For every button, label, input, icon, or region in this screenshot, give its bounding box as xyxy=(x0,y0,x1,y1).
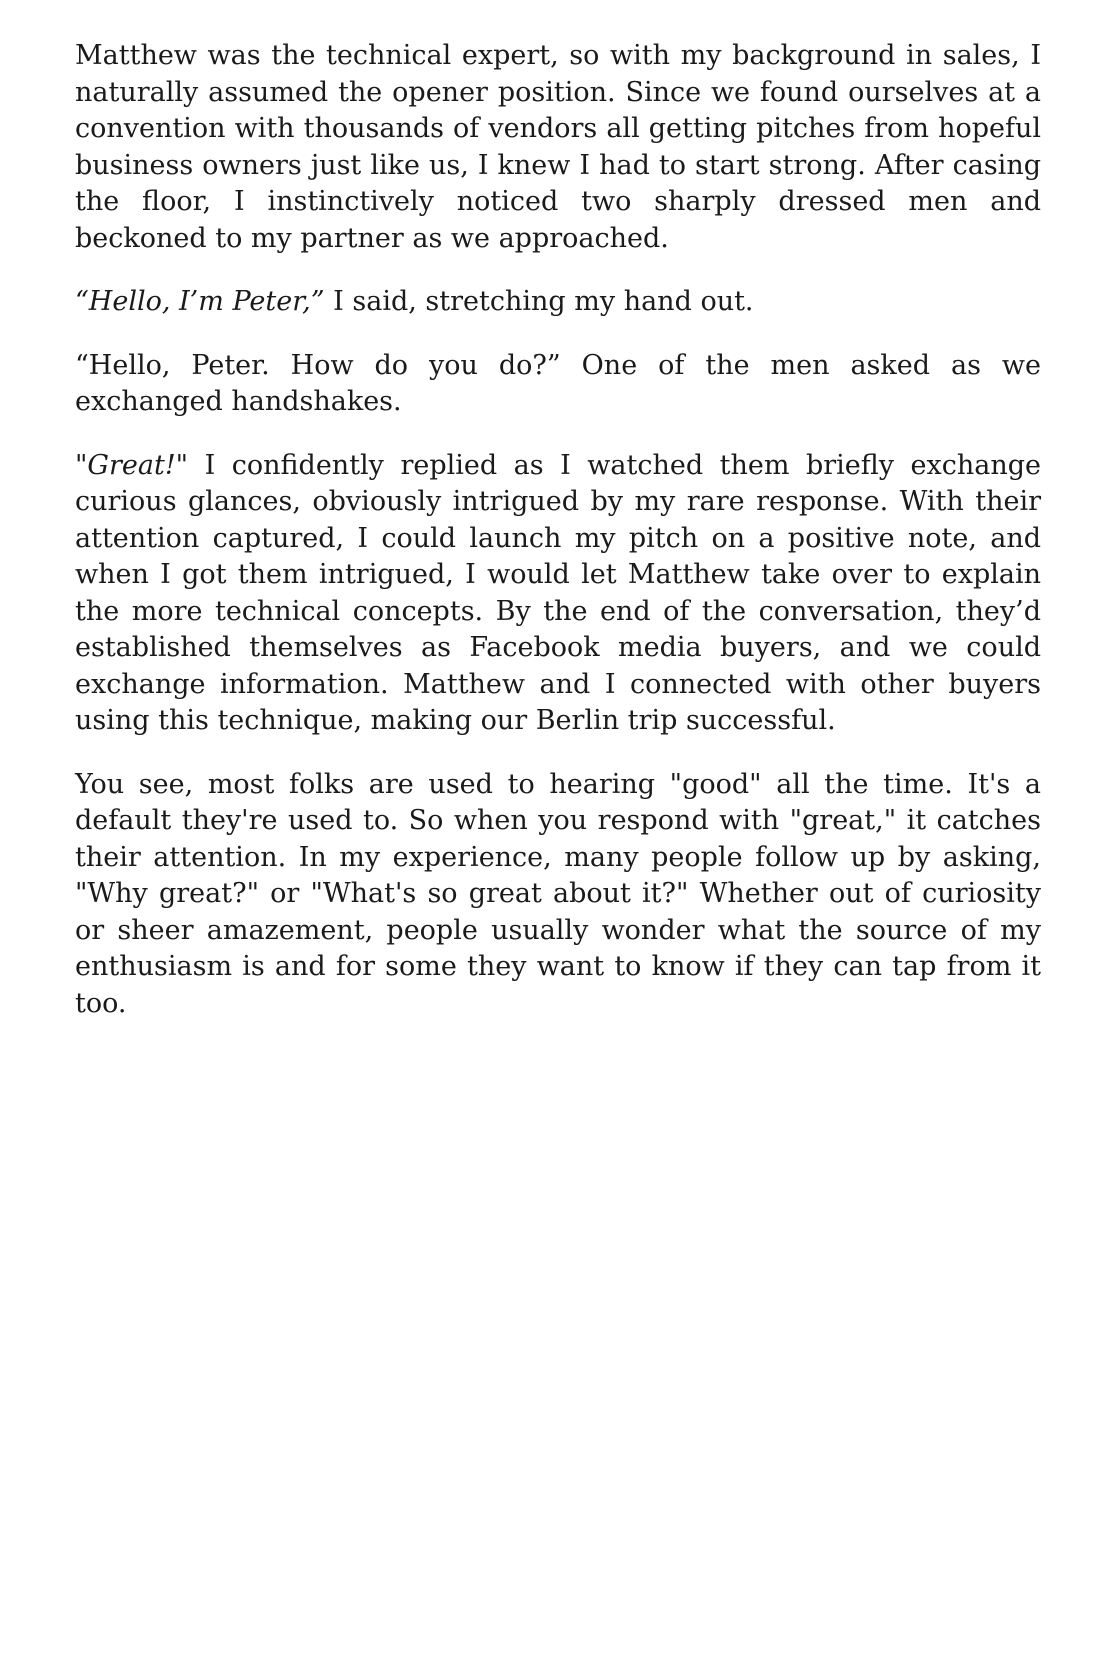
paragraph-opener: Matthew was the technical expert, so with my background in sales, I naturally assumed the opener position. Since we found ourselves at a convention with thousands of vendors all getting pitches from hopeful business owners just like us, I knew I had to start strong. After casing the floor, I instinctively noticed two sharply dressed men and beckoned to my partner as we approached. xyxy=(75,40,1041,254)
paragraph-explanation: You see, most folks are used to hearing "good" all the time. It's a default they're used to. So when you respond with "great," it catches their attention. In my experience, many people follow up by asking, "Why great?" or "What's so great about it?" Whether out of curiosity or sheer amazement, people usually wonder what the source of my enthusiasm is and for some they want to know if they can tap from it too. xyxy=(75,768,1041,1019)
page-body xyxy=(75,38,1041,1049)
great-quote: "Great!" xyxy=(75,449,189,481)
paragraph-great xyxy=(75,448,1041,740)
greeting-rest: I said, stretching my hand out. xyxy=(324,286,754,317)
great-rest: I confidently replied as I watched them briefly exchange curious glances, obviously intrigued by my rare response. With their attention captured, I could launch my pitch on a positive note, and when I got them intrigued, I would let Matthew take over to explain the more technical concepts. By the end of the conversation, they’d established themselves as Facebook media buyers, and we could exchange information. Matthew and I connected with other buyers using this technique, making our Berlin trip successful. xyxy=(75,449,1041,736)
greeting-quote: “Hello, I’m Peter,” xyxy=(75,286,325,317)
paragraph-greeting xyxy=(75,284,1041,321)
paragraph-reply: “Hello, Peter. How do you do?” One of the men asked as we exchanged handshakes. xyxy=(75,349,1041,417)
